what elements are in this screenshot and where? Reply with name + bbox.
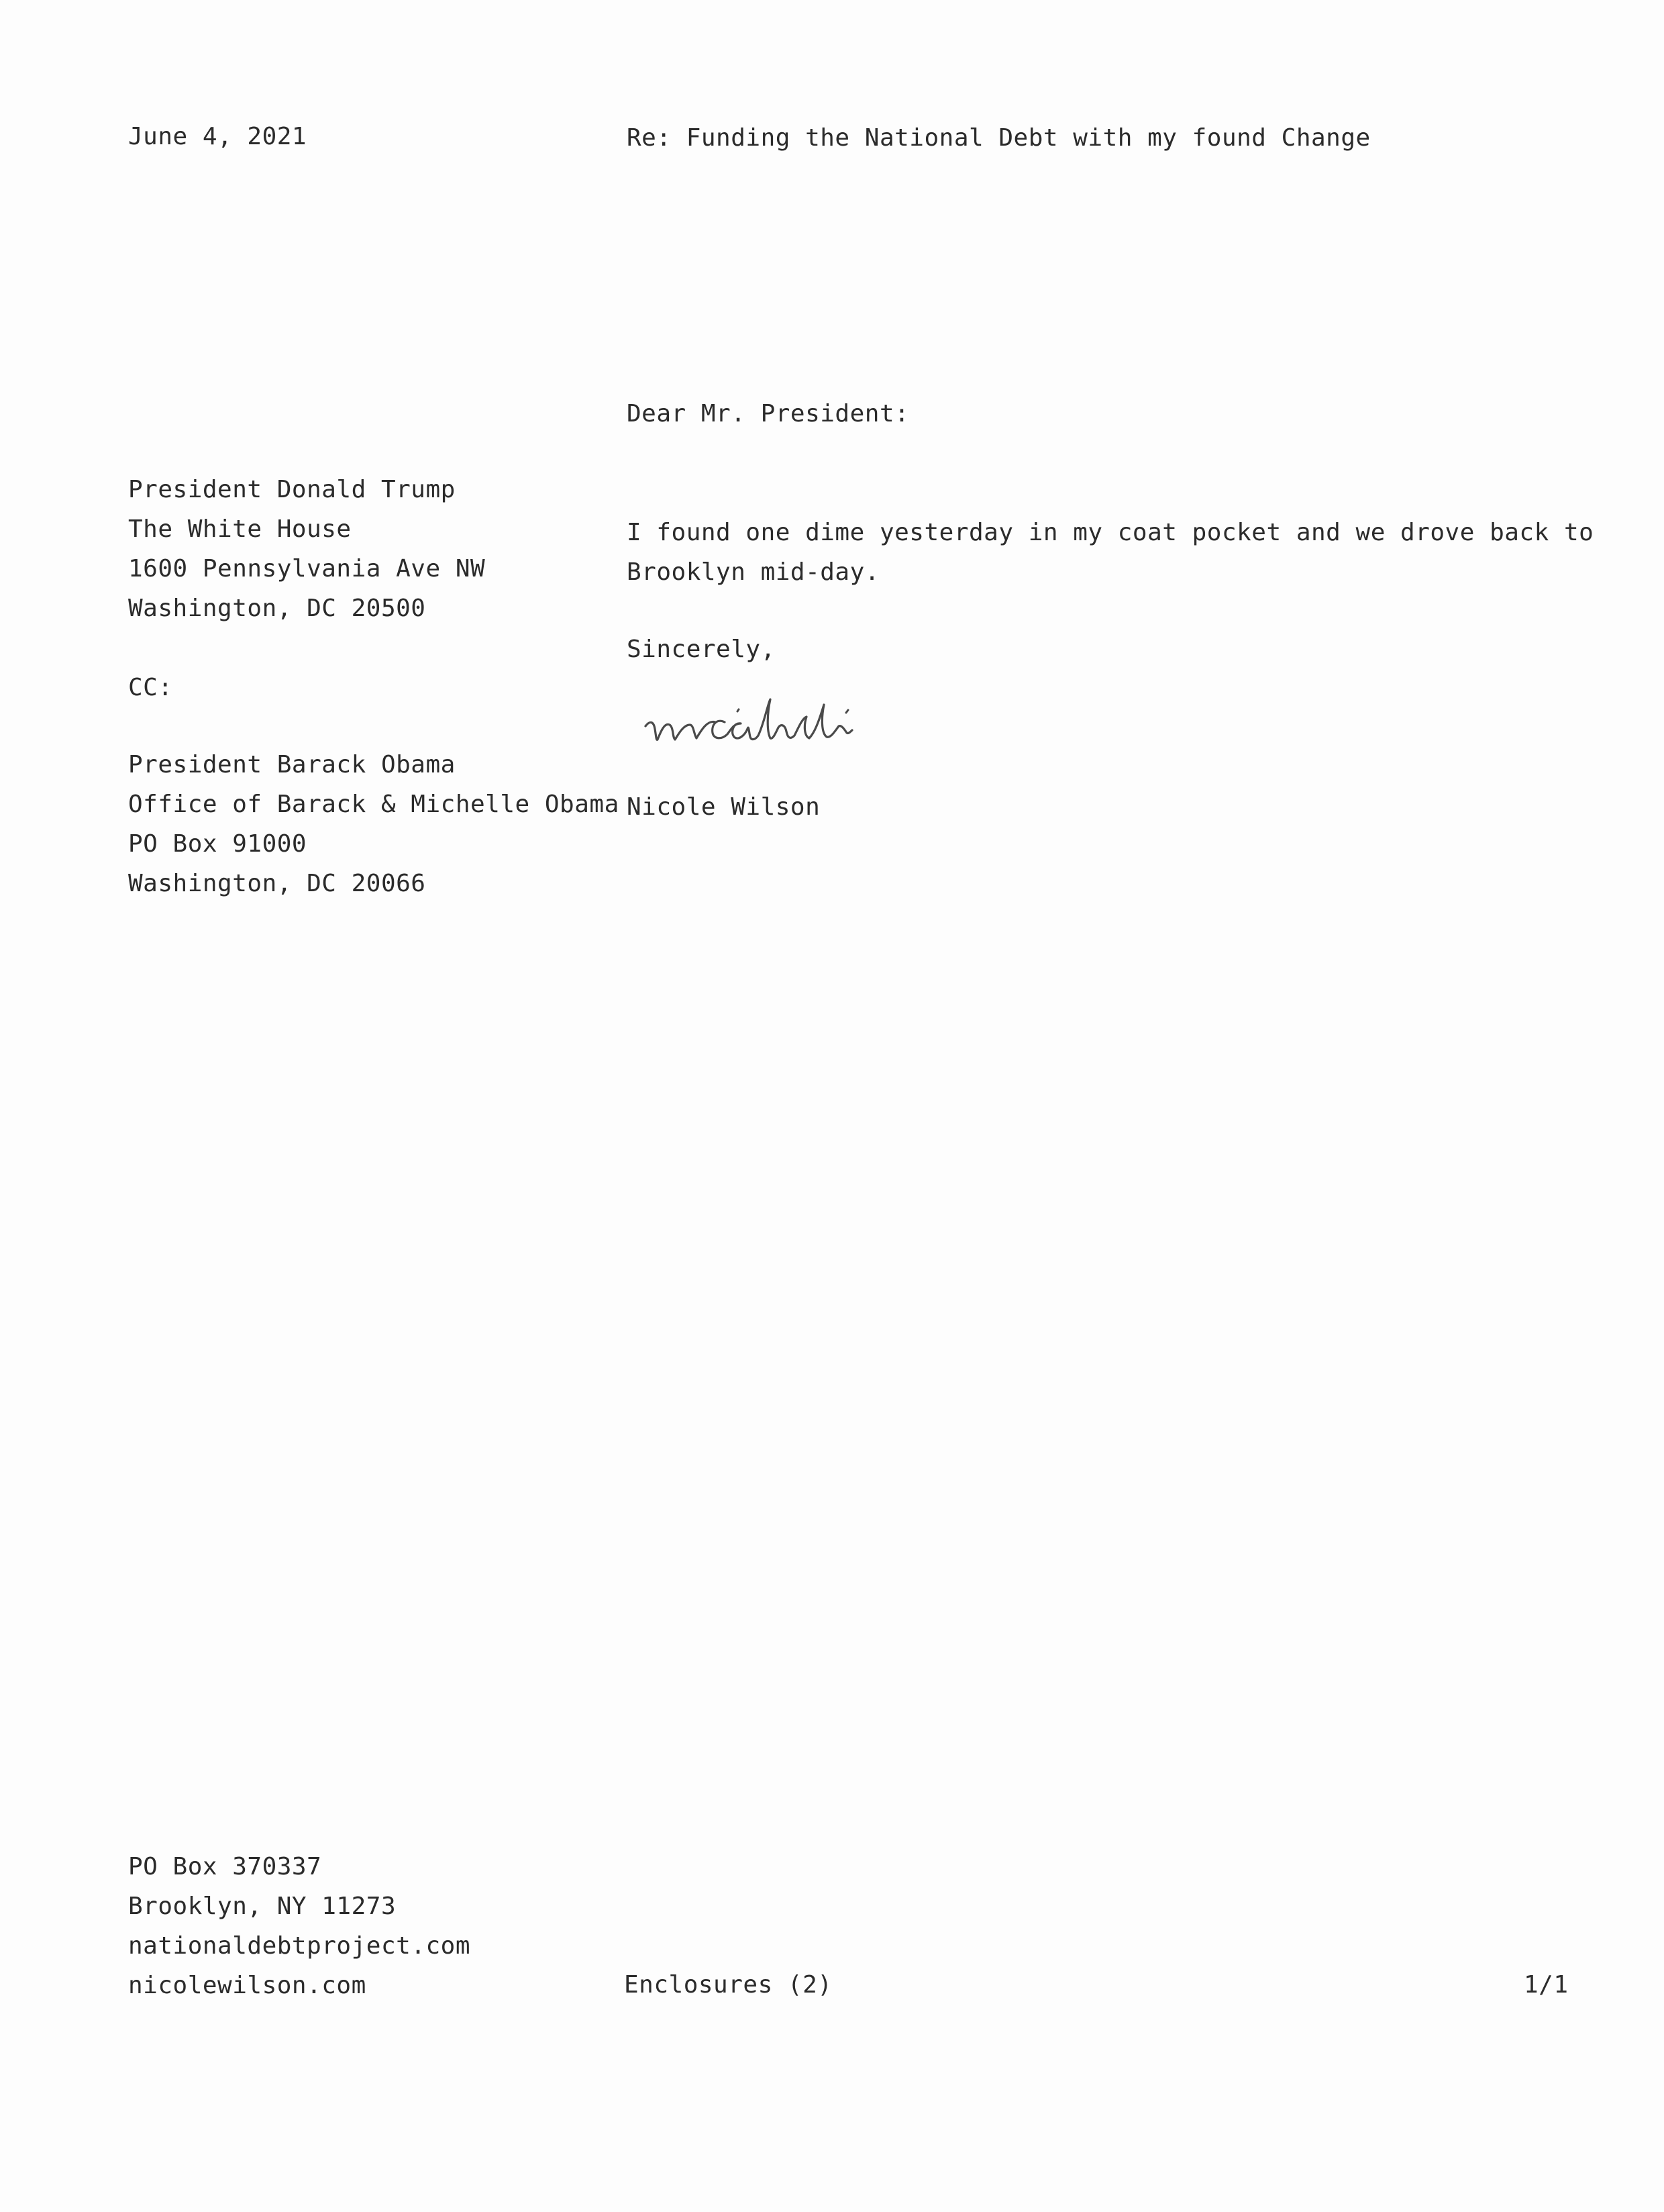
cc-recipient-city: Washington, DC 20066 xyxy=(128,870,426,897)
cc-recipient-office: Office of Barack & Michelle Obama xyxy=(128,791,619,818)
sender-website-2: nicolewilson.com xyxy=(128,1972,366,1999)
cc-recipient-address xyxy=(128,745,619,903)
closing: Sincerely, xyxy=(627,636,776,663)
body-line-1: I found one dime yesterday in my coat pocket and we drove back to xyxy=(627,519,1594,546)
recipient-office: The White House xyxy=(128,515,352,543)
sender-footer xyxy=(128,1847,470,2005)
recipient-address xyxy=(128,470,485,628)
sender-city: Brooklyn, NY 11273 xyxy=(128,1893,397,1920)
signer-name: Nicole Wilson xyxy=(627,793,821,821)
handwritten-signature xyxy=(643,685,958,758)
page-number: 1/1 xyxy=(1524,1971,1569,1999)
letter-date: June 4, 2021 xyxy=(128,123,307,150)
salutation: Dear Mr. President: xyxy=(627,400,910,428)
cc-label: CC: xyxy=(128,674,173,701)
letter-subject: Re: Funding the National Debt with my found Change xyxy=(627,124,1371,152)
letter-body xyxy=(627,513,1594,592)
recipient-city: Washington, DC 20500 xyxy=(128,595,426,622)
cc-recipient-name: President Barack Obama xyxy=(128,751,456,778)
recipient-name: President Donald Trump xyxy=(128,476,456,503)
sender-po-box: PO Box 370337 xyxy=(128,1853,322,1880)
sender-website-1: nationaldebtproject.com xyxy=(128,1932,470,1960)
body-line-2: Brooklyn mid-day. xyxy=(627,558,880,586)
recipient-street: 1600 Pennsylvania Ave NW xyxy=(128,555,486,583)
enclosures-note: Enclosures (2) xyxy=(624,1971,833,1999)
cc-recipient-po-box: PO Box 91000 xyxy=(128,830,307,858)
